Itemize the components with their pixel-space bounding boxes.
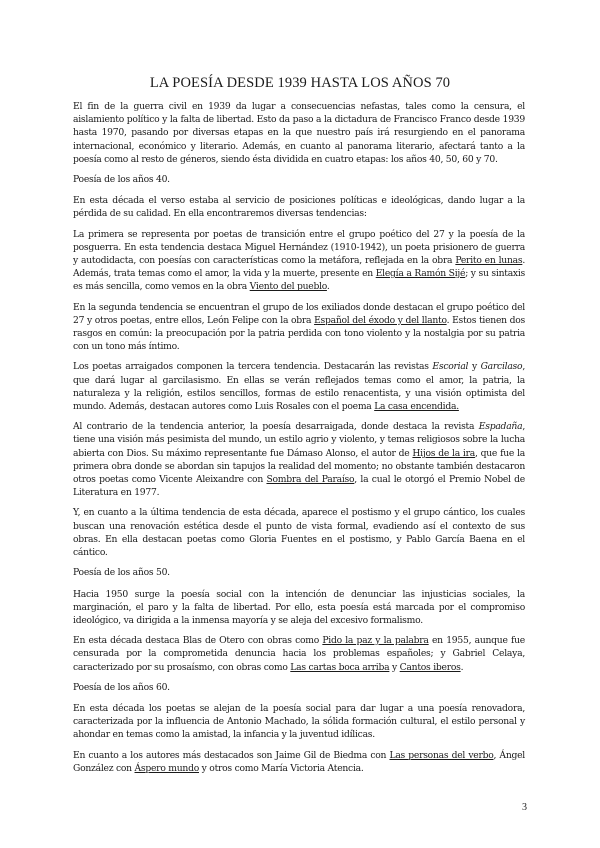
text-segment: . Además, trata temas como el amor, la vida y la muerte, presente en: [73, 255, 525, 280]
work-title: Áspero mundo: [134, 762, 199, 774]
text-segment: , que fue la primera obra donde se abordan sin tapujos la realidad del momento; no obstante también destacaron otros poetas como Vicente Aleixandre con: [73, 447, 525, 486]
journal-title: Espadaña: [478, 421, 523, 433]
text-segment: Hacia 1950 surge la poesía social con la intención de denunciar las injusticias sociales, la marginación, el paro y la falta de libertad. Por ello, esta poesía está marcada por el compromiso ideológico, va dirigida a la inmensa mayoría y se aleja del excesivo formalismo.: [73, 588, 525, 626]
work-title: Las cartas boca arriba: [290, 661, 390, 673]
text-segment: .: [460, 661, 464, 673]
work-title: Sombra del Paraíso: [266, 474, 355, 486]
work-title: La casa encendida.: [374, 401, 459, 413]
page-number: 3: [522, 802, 527, 813]
text-segment: En cuanto a los autores más destacados son Jaime Gil de Biedma con: [73, 749, 390, 761]
text-segment: y otros como María Victoria Atencia.: [199, 762, 364, 774]
text-segment: La primera se representa por poetas de transición entre el grupo poético del 27 y la poesía de la posguerra. En esta tendencia destaca Miguel Hernández (1910-1942), un poeta prisionero de guerra y autodidacta, con poesías con características como la metáfora, reflejada en la obra: [73, 228, 525, 267]
work-title: Perito en lunas: [455, 255, 523, 267]
section-heading-40s: [73, 173, 525, 186]
paragraph-second-tendency: [73, 301, 525, 354]
text-segment: , tiene una visión más pesimista del mundo, un estilo agrio y violento, y temas religiosos sobre la lucha abierta con Dios. Su máximo representante fue Dámaso Alonso, el autor de: [73, 421, 525, 459]
text-segment: Los poetas arraigados componen la tercera tendencia. Destacarán las revistas: [73, 361, 433, 373]
work-title: Viento del pueblo: [249, 281, 327, 293]
work-title: Elegía a Ramón Sijé: [375, 268, 466, 280]
paragraph-60s-authors: [73, 749, 525, 775]
paragraph-50s-intro: [73, 588, 525, 628]
text-segment: , que dará lugar al garcilasismo. En ellas se verán reflejados temas como el amor, la patria, la naturaleza y la religión, estilos sencillos, formas de estilo renacentista, y una visión optimista del mundo. Además, destacan autores como Luis Rosales con el poema: [73, 361, 525, 413]
paragraph-last-tendency: [73, 506, 525, 559]
text-segment: El fin de la guerra civil en 1939 da lugar a consecuencias nefastas, tales como la censura, el aislamiento político y la falta de libertad. Esto da paso a la dictadura de Francisco Franco desde 1939 hasta 1970, pasando por diversas etapas en la que nuestro país irá resurgiendo en el panorama internacional, económico y literario. Además, en cuanto al panorama literario, afectará tanto a la poesía como al resto de géneros, siendo ésta dividida en cuatro etapas: los años 40, 50, 60 y 70.: [73, 101, 525, 165]
work-title: Pido la paz y la palabra: [322, 635, 429, 647]
journal-title: Escorial: [432, 361, 469, 373]
text-segment: y: [389, 661, 400, 673]
text-segment: En esta década el verso estaba al servicio de posiciones políticas e ideológicas, dando lugar a la pérdida de su calidad. En ella encontraremos diversas tendencias:: [73, 195, 525, 220]
section-heading-60s: [73, 681, 525, 694]
paragraph-fourth-tendency: [73, 420, 525, 499]
journal-title: Garcilaso: [480, 361, 523, 373]
section-heading-50s: [73, 566, 525, 579]
paragraph-40s-intro: [73, 194, 525, 220]
work-title: Español del éxodo y del llanto: [314, 314, 447, 326]
text-segment: Y, en cuanto a la última tendencia de esta década, aparece el postismo y el grupo cántico, los cuales buscan una renovación estética desde el punto de vista formal, evadiendo así el contexto de sus obras. En ella destacan poetas como Gloria Fuentes en el postismo, y Pablo García Baena en el cántico.: [73, 507, 525, 559]
work-title: Cantos iberos: [399, 661, 461, 673]
paragraph-60s-intro: [73, 702, 525, 742]
text-segment: Poesía de los años 60.: [73, 681, 170, 693]
text-segment: En la segunda tendencia se encuentran el grupo de los exiliados donde destacan el grupo poético del 27 y otros poetas, entre ellos, León Felipe con la obra: [73, 301, 525, 326]
intro-paragraph: [73, 100, 525, 166]
paragraph-third-tendency: [73, 360, 525, 413]
text-segment: Poesía de los años 40.: [73, 174, 170, 186]
text-segment: .: [326, 281, 330, 293]
text-segment: en 1955, aunque fue censurada por la comprometida denuncia hacia los problemas españoles; y Gabriel Celaya, caracterizado por su prosaísmo, con obras como: [73, 635, 525, 673]
work-title: Hijos de la ira: [412, 447, 475, 459]
text-segment: . Estos tienen dos rasgos en común: la preocupación por la patria perdida con tono violento y la nostalgia por su patria con un tono más íntimo.: [73, 314, 525, 353]
text-segment: , la cual le otorgó el Premio Nobel de Literatura en 1977.: [73, 474, 525, 499]
work-title: Las personas del verbo: [389, 749, 494, 761]
text-segment: Al contrario de la tendencia anterior, la poesía desarraigada, donde destaca la revista: [73, 421, 479, 433]
text-segment: , Ángel González con: [73, 749, 525, 774]
document-body: [73, 100, 525, 782]
paragraph-first-tendency: [73, 228, 525, 294]
text-segment: y: [468, 361, 481, 373]
paragraph-50s-authors: [73, 634, 525, 674]
text-segment: En esta década destaca Blas de Otero con obras como: [73, 635, 323, 647]
text-segment: ; y su sintaxis es más sencilla, como vemos en la obra: [73, 268, 526, 293]
page-title: LA POESÍA DESDE 1939 HASTA LOS AÑOS 70: [149, 75, 451, 91]
text-segment: En esta década los poetas se alejan de la poesía social para dar lugar a una poesía renovadora, caracterizada por la influencia de Antonio Machado, la sólida formación cultural, el estilo personal y ahondar en temas como la amistad, la infancia y la juventud idílicas.: [73, 702, 525, 741]
text-segment: Poesía de los años 50.: [73, 567, 170, 579]
